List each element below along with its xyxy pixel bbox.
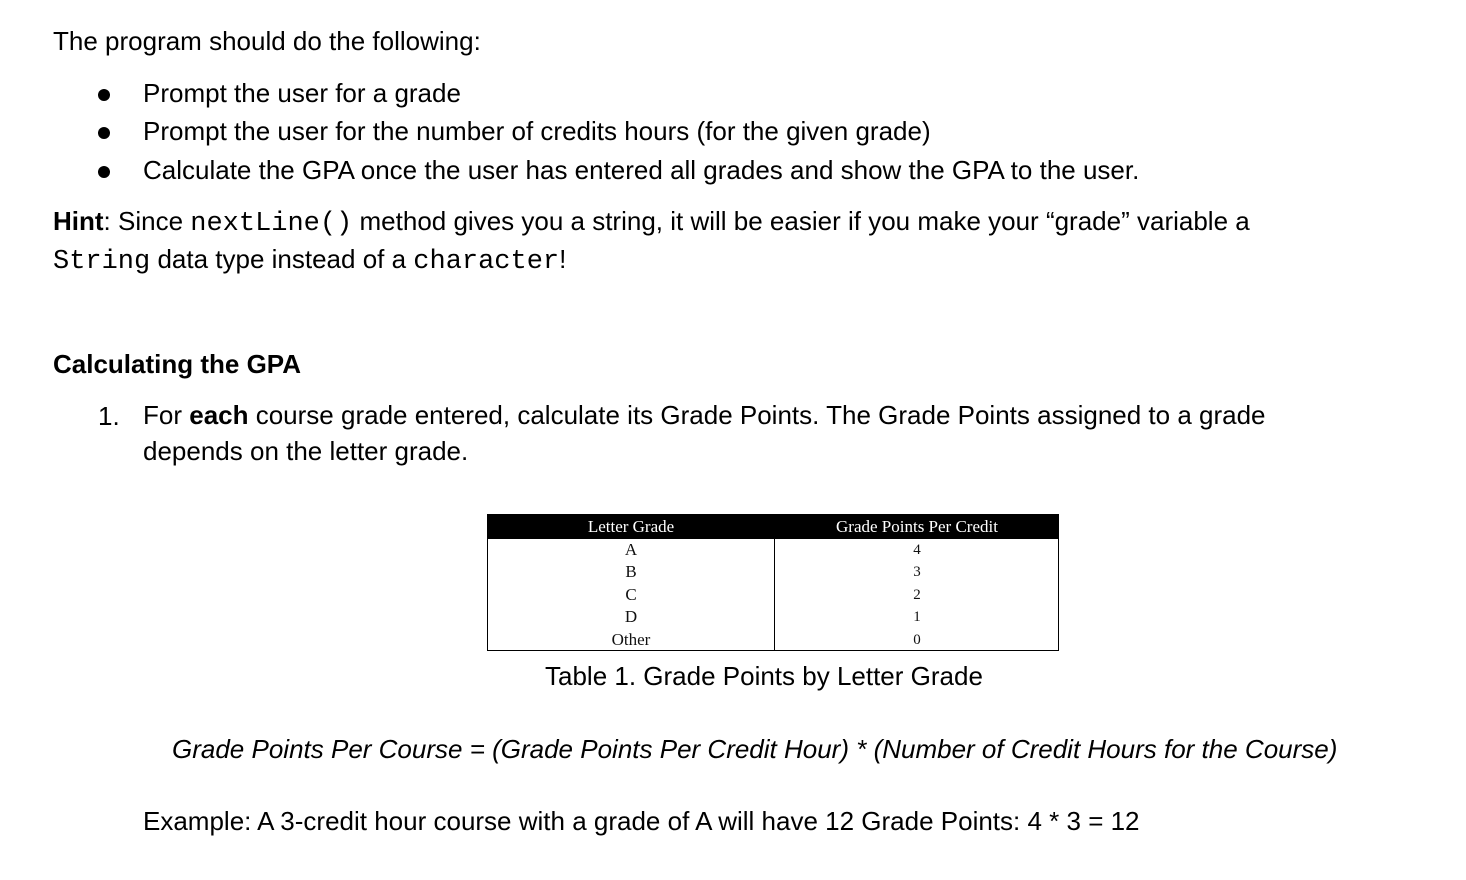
bullet-item-1: Prompt the user for a grade [143, 78, 461, 108]
hint-text: ! [559, 244, 567, 274]
table-cell-points: 2 [913, 587, 921, 603]
table-header-letter-grade: Letter Grade [587, 517, 675, 536]
table-cell-letter: C [625, 585, 637, 604]
step-number: 1. [98, 401, 120, 431]
hint-code-character: character [413, 247, 560, 277]
formula: Grade Points Per Course = (Grade Points Per Credit Hour) * (Number of Credit Hours for the Course) [172, 734, 1338, 764]
grade-points-table [487, 514, 1059, 651]
table-header [488, 515, 1058, 539]
bullet-icon [98, 127, 110, 139]
table-cell-letter: D [624, 607, 638, 626]
step-1-line-1 [143, 401, 1266, 431]
table-cell-letter: B [625, 562, 637, 581]
table-header-grade-points: Grade Points Per Credit [836, 517, 998, 536]
hint-text: method gives you a string, it will be easier if you make your “grade” variable a [352, 206, 1250, 236]
hint-text: data type instead of a [150, 244, 414, 274]
hint-code-nextline: nextLine() [190, 209, 353, 239]
hint-text: : Since [103, 206, 191, 236]
step-text: For [143, 400, 190, 430]
step-bold-text: each [189, 400, 249, 430]
step-text: course grade entered, calculate its Grade Points. The Grade Points assigned to a grade [248, 400, 1266, 430]
table-cell-letter: A [624, 540, 638, 559]
hint-line-2 [53, 245, 566, 278]
table-cell-points: 0 [913, 632, 921, 648]
table-cell-points: 3 [913, 564, 921, 580]
step-1-line-2: depends on the letter grade. [143, 436, 469, 466]
table-cell-points: 4 [913, 542, 921, 558]
bullet-item-3: Calculate the GPA once the user has entered all grades and show the GPA to the user. [143, 155, 1140, 185]
table-caption: Table 1. Grade Points by Letter Grade [545, 661, 983, 691]
hint-code-string: String [53, 247, 151, 277]
intro-text: The program should do the following: [53, 26, 481, 56]
hint-label: Hint [53, 206, 104, 236]
hint-line-1 [53, 207, 1250, 240]
table-cell-letter: Other [611, 630, 651, 649]
example-text: Example: A 3-credit hour course with a grade of A will have 12 Grade Points: 4 * 3 = 12 [143, 806, 1140, 836]
bullet-icon [98, 166, 110, 178]
section-heading: Calculating the GPA [53, 349, 301, 379]
bullet-item-2: Prompt the user for the number of credits hours (for the given grade) [143, 116, 931, 146]
table-cell-points: 1 [913, 609, 921, 625]
bullet-icon [98, 89, 110, 101]
